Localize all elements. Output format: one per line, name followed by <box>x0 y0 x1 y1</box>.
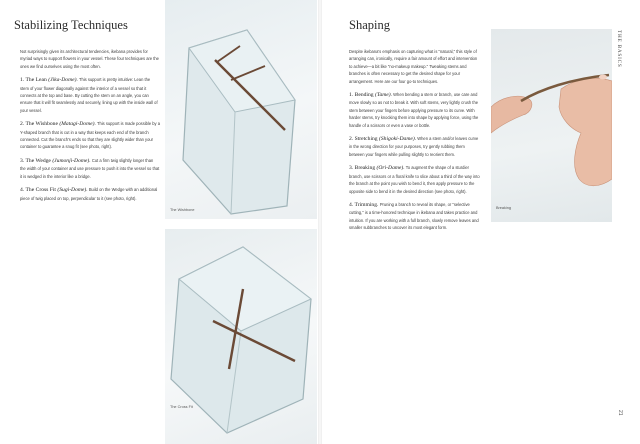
technique-trimming: 4. Trimming. Pruning a branch to reveal its shape, or "selective cutting," is a time-honored technique in ikebana and takes practice and intuition. If you are working with a full branch, slowly remove leaves and smaller subbranches to uncover its most elegant form. <box>349 201 479 231</box>
photo-cross-fit <box>165 229 317 444</box>
book-gutter <box>318 0 322 444</box>
photo-wishbone <box>165 0 317 219</box>
hands-breaking-branch-image <box>491 29 612 222</box>
glass-vase-wishbone-image <box>165 0 317 219</box>
glass-vase-cross-fit-image <box>165 229 317 444</box>
technique-wedge: 3. The Wedge (Jumonji-Dome). Cut a firm twig slightly longer than the width of your container and use pressure to push it into the vessel so that it is wedged in the interior like a bridge. <box>20 157 160 179</box>
caption-breaking: Breaking <box>496 206 511 210</box>
left-page-title: Stabilizing Techniques <box>14 18 128 32</box>
technique-wishbone: 2. The Wishbone (Matagi-Dome). This support is made possible by a Y-shaped branch that is cut in a way that keeps each end of the branch connected. Cut the branch's ends so that they are slightly wider than your container to guarantee a snug fit (see photo, right). <box>20 121 160 150</box>
photo-breaking <box>491 29 612 222</box>
left-intro: Not surprisingly given its architectural tendencies, ikebana provides for myriad ways to support flowers in your vessel. These four techniques are the ones we find ourselves using the most often. <box>20 49 159 69</box>
technique-bending: 1. Bending (Tame). When bending a stem or branch, use care and move slowly so as not to break it. With soft stems, very lightly crush the stem between your fingers before applying pressure to its curve. With harder stems, try knocking them into shape by applying force, using the handle of a scissors or even a vase or bottle. <box>349 92 479 128</box>
technique-cross-fit: 4. The Cross Fit (Sugi-Dome). Build on the Wedge with an additional piece of twig placed on top, perpendicular to it (see photo, right). <box>20 187 158 201</box>
technique-breaking: 3. Breaking (Ori-Dame). To augment the shape of a sturdier branch, use scissors or a floral knife to slice about a third of the way into the branch at the point you wish to bend it, then apply pressure to the opposite side to bend it in the desired direction (see photo, right). <box>349 165 480 194</box>
right-intro: Despite ikebana's emphasis on capturing what is "natural," this style of arranging can, ironically, require a fair amount of effort and intervention to achieve—a bit like "no-makeup makeup." Tweaking stems and branches is often necessary to get the desired shape for your arrangement. Here are our four go-to techniques. <box>349 49 478 84</box>
left-page-text <box>20 48 160 208</box>
running-head: THE BASICS <box>616 30 622 68</box>
page-number: 21 <box>617 410 623 416</box>
caption-wishbone: The Wishbone <box>170 208 195 212</box>
caption-cross-fit: The Cross Fit <box>170 405 193 409</box>
technique-stretching: 2. Stretching (Shigoki-Dame). When a stem and/or leaves curve in the wrong direction for your purposes, try gently rubbing them between your fingers while pulling slightly to reorient them. <box>349 136 479 157</box>
technique-lean: 1. The Lean (Jika-Dome). This support is pretty intuitive: Lean the stem of your flower diagonally against the interior of a vessel so that it connects at the top and base. By cutting the stem on an angle, you can ensure that it will fit seamlessly and securely, lining up with the inside wall of your vessel. <box>20 77 158 113</box>
right-page-text <box>349 48 481 238</box>
right-page-title: Shaping <box>349 18 390 32</box>
